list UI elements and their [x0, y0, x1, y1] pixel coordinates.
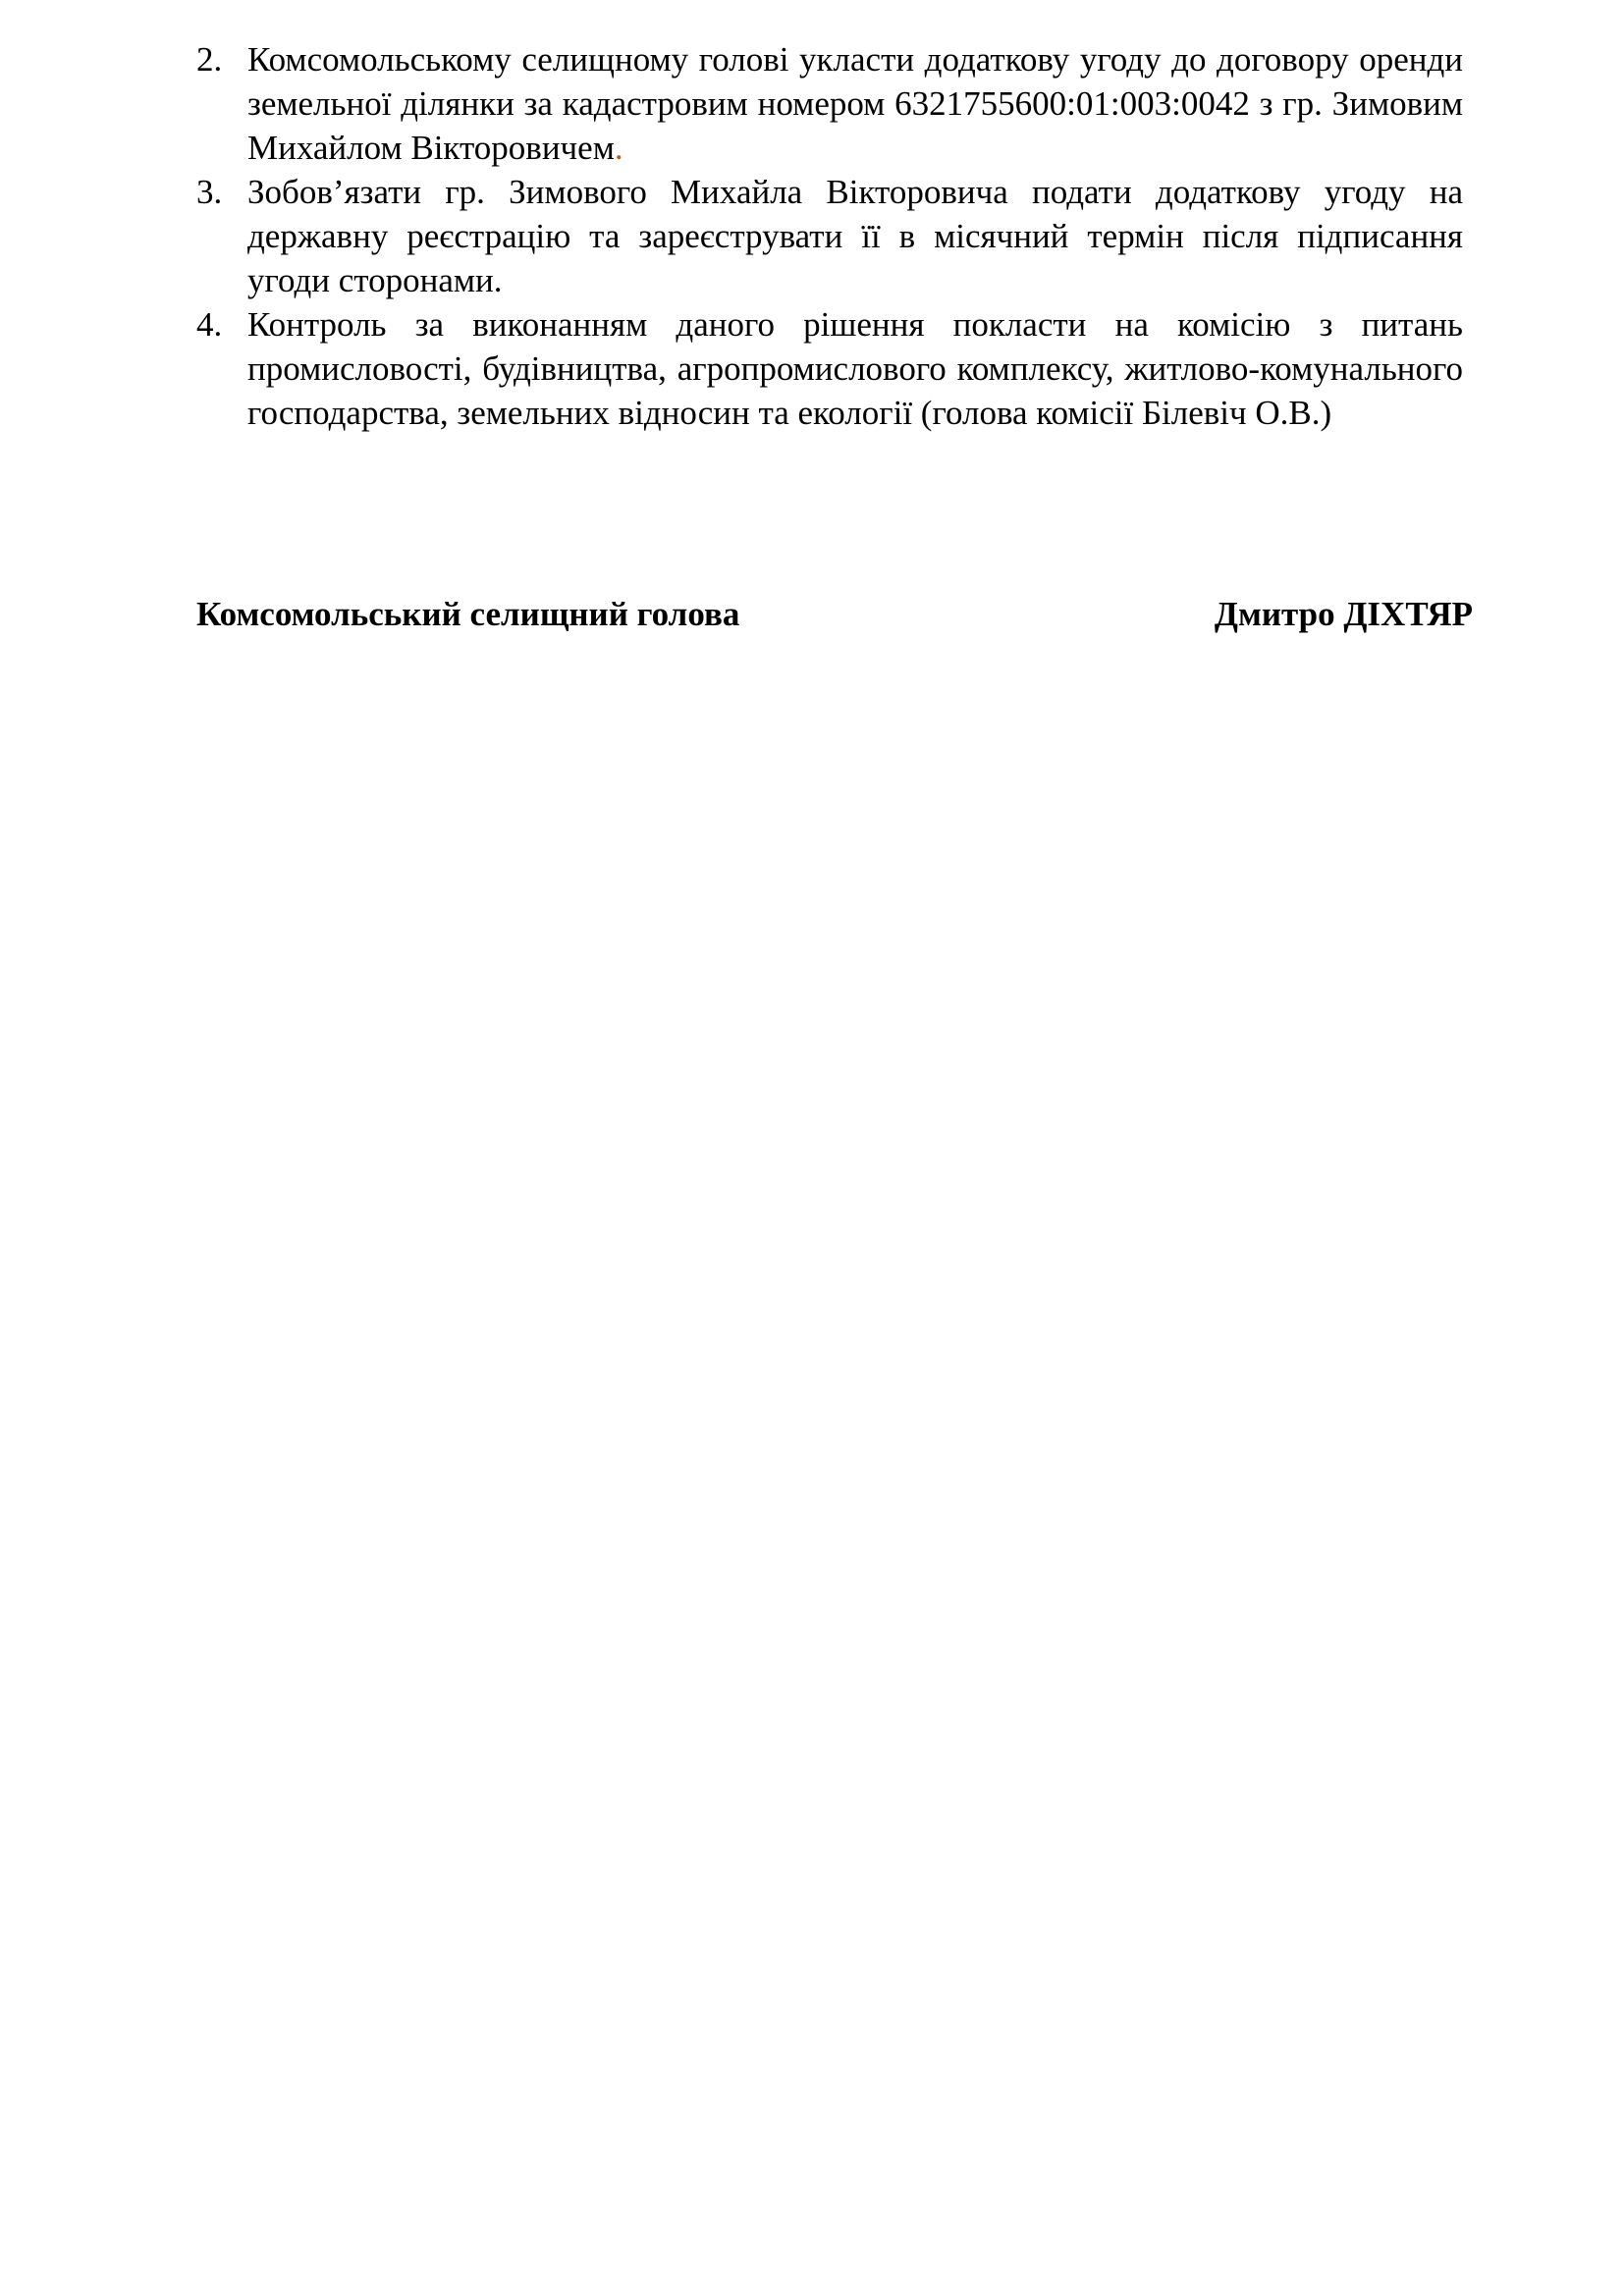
item-number: 3. — [196, 173, 223, 211]
decision-list — [196, 37, 1463, 435]
item-text-period: . — [614, 129, 623, 167]
decision-item-4 — [196, 302, 1463, 435]
signature-block — [196, 592, 1473, 641]
item-number: 4. — [196, 305, 223, 344]
decision-item-2 — [196, 37, 1463, 170]
item-text: Зобов’язати гр. Зимового Михайла Вікторовича подати додаткову угоду на державну реєстрацію та зареєструвати її в місячний термін після підписання угоди сторонами. — [247, 173, 1463, 299]
item-text — [247, 37, 1463, 170]
item-text: Контроль за виконанням даного рішення покласти на комісію з питань промисловості, будівництва, агропромислового комплексу, житлово-комунального господарства, земельних відносин та екології (голова комісії Білевіч О.В.) — [247, 305, 1463, 432]
decision-item-3 — [196, 170, 1463, 302]
signature-name: Дмитро ДІХТЯР — [1214, 595, 1473, 633]
signature-title: Комсомольський селищний голова — [196, 595, 740, 633]
item-number: 2. — [196, 40, 223, 79]
item-text-body: Комсомольському селищному голові укласти додаткову угоду до договору оренди земельної ділянки за кадастровим номером 6321755600:01:003:0042 з гр. Зимовим Михайлом Вікторовичем — [247, 40, 1463, 167]
